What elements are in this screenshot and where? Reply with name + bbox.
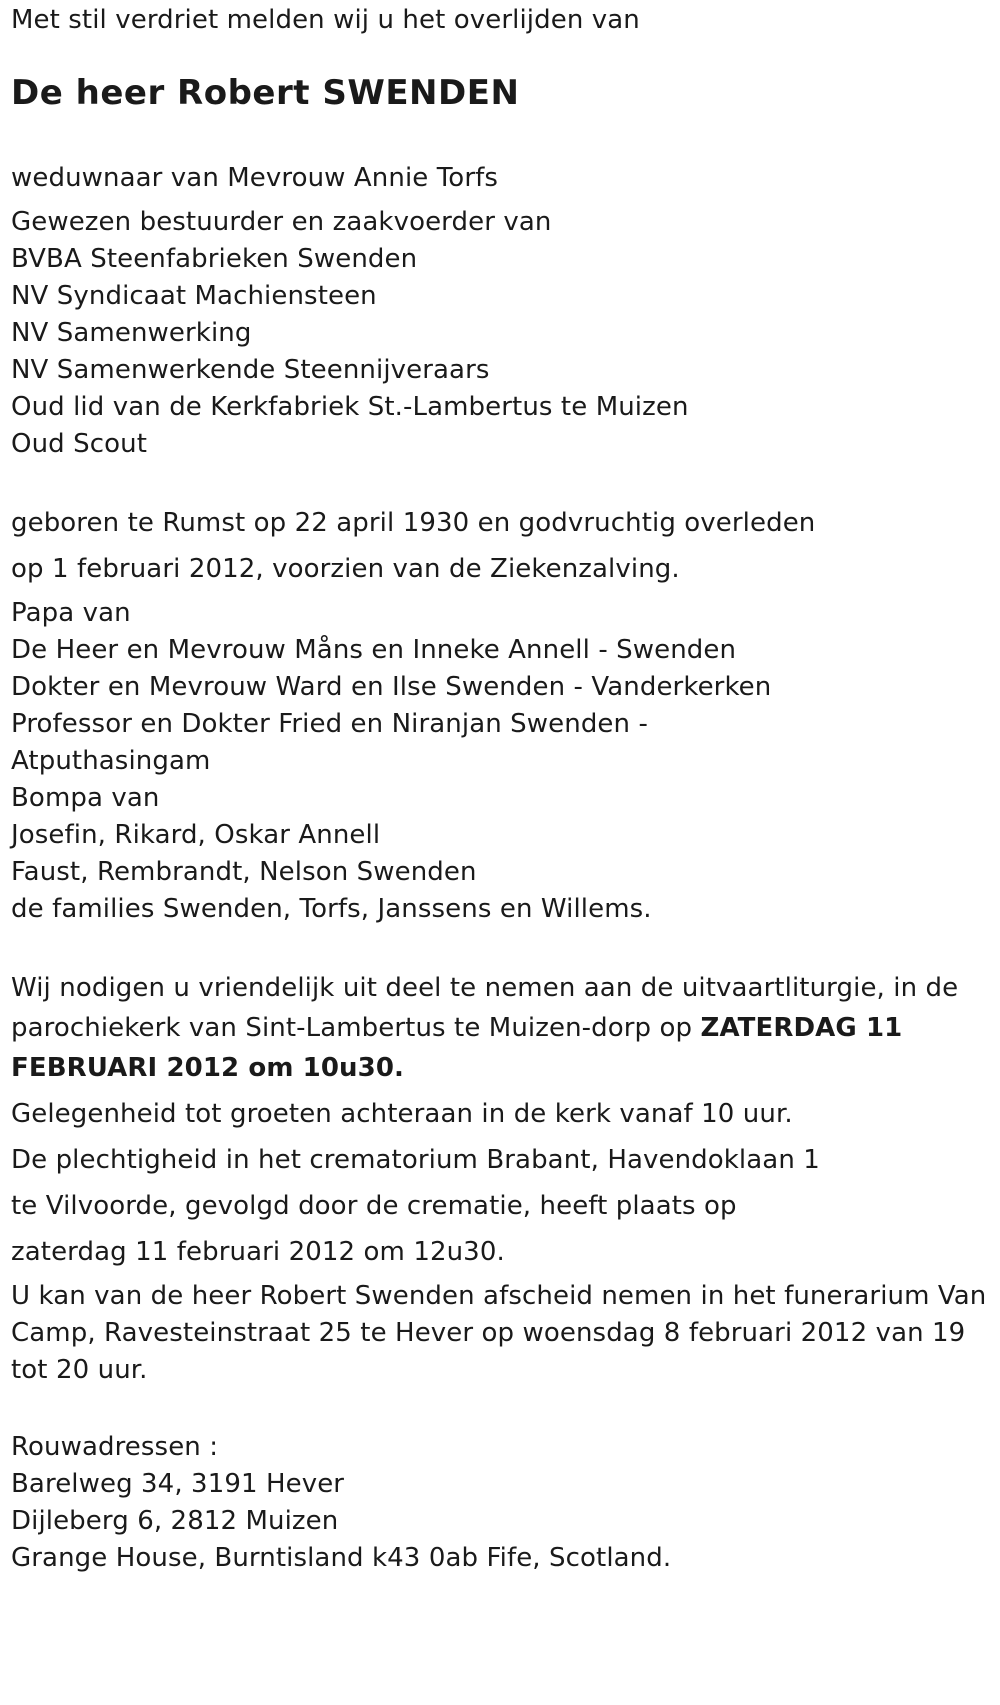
family-list	[11, 595, 996, 928]
deceased-name: De heer Robert SWENDEN	[11, 73, 520, 113]
function-line: NV Samenwerking	[11, 318, 252, 348]
family-line: Faust, Rembrandt, Nelson Swenden	[11, 857, 477, 887]
address-line: Dijleberg 6, 2812 Muizen	[11, 1506, 339, 1536]
greeting-text: Gelegenheid tot groeten achteraan in de kerk vanaf 10 uur.	[11, 1099, 793, 1129]
function-line: Oud lid van de Kerkfabriek St.-Lambertus te Muizen	[11, 392, 689, 422]
family-line: Bompa van	[11, 783, 160, 813]
family-line: Papa van	[11, 598, 131, 628]
invitation-paragraph	[11, 968, 996, 1088]
widower-text: weduwnaar van Mevrouw Annie Torfs	[11, 163, 499, 193]
addresses-block	[11, 1429, 996, 1577]
cremation-line: De plechtigheid in het crematorium Brabant, Havendoklaan 1	[11, 1145, 820, 1175]
cremation-line: te Vilvoorde, gevolgd door de crematie, heeft plaats op	[11, 1191, 737, 1221]
invitation-text: Wij nodigen u vriendelijk uit deel te nemen aan de uitvaartliturgie, in de parochiekerk van Sint-Lambertus te Muizen-dorp op	[11, 973, 959, 1043]
address-line: Barelweg 34, 3191 Hever	[11, 1469, 345, 1499]
family-line: Dokter en Mevrouw Ward en Ilse Swenden - Vanderkerken	[11, 672, 772, 702]
intro-text: Met stil verdriet melden wij u het overlijden van	[11, 5, 640, 35]
family-line: Atputhasingam	[11, 746, 211, 776]
birth-text: geboren te Rumst op 22 april 1930 en godvruchtig overleden	[11, 508, 816, 538]
family-line: Josefin, Rikard, Oskar Annell	[11, 820, 381, 850]
cremation-line: zaterdag 11 februari 2012 om 12u30.	[11, 1237, 505, 1267]
function-line: BVBA Steenfabrieken Swenden	[11, 244, 418, 274]
funeral-date: ZATERDAG 11 FEBRUARI 2012 om 10u30.	[11, 1013, 903, 1083]
functions-list	[11, 204, 996, 463]
function-line: Oud Scout	[11, 429, 147, 459]
addresses-heading: Rouwadressen :	[11, 1432, 219, 1462]
function-line: NV Syndicaat Machiensteen	[11, 281, 377, 311]
function-line: NV Samenwerkende Steennijveraars	[11, 355, 490, 385]
death-notice	[11, 0, 996, 1577]
address-line: Grange House, Burntisland k43 0ab Fife, Scotland.	[11, 1543, 672, 1573]
family-line: Professor en Dokter Fried en Niranjan Swenden -	[11, 709, 648, 739]
death-text: op 1 februari 2012, voorzien van de Ziekenzalving.	[11, 554, 680, 584]
family-line: De Heer en Mevrouw Måns en Inneke Annell - Swenden	[11, 635, 737, 665]
farewell-paragraph: U kan van de heer Robert Swenden afscheid nemen in het funerarium Van Camp, Ravesteinstraat 25 te Hever op woensdag 8 februari 2012 van 19 tot 20 uur.	[11, 1281, 987, 1385]
function-line: Gewezen bestuurder en zaakvoerder van	[11, 207, 552, 237]
family-line: de families Swenden, Torfs, Janssens en Willems.	[11, 894, 652, 924]
